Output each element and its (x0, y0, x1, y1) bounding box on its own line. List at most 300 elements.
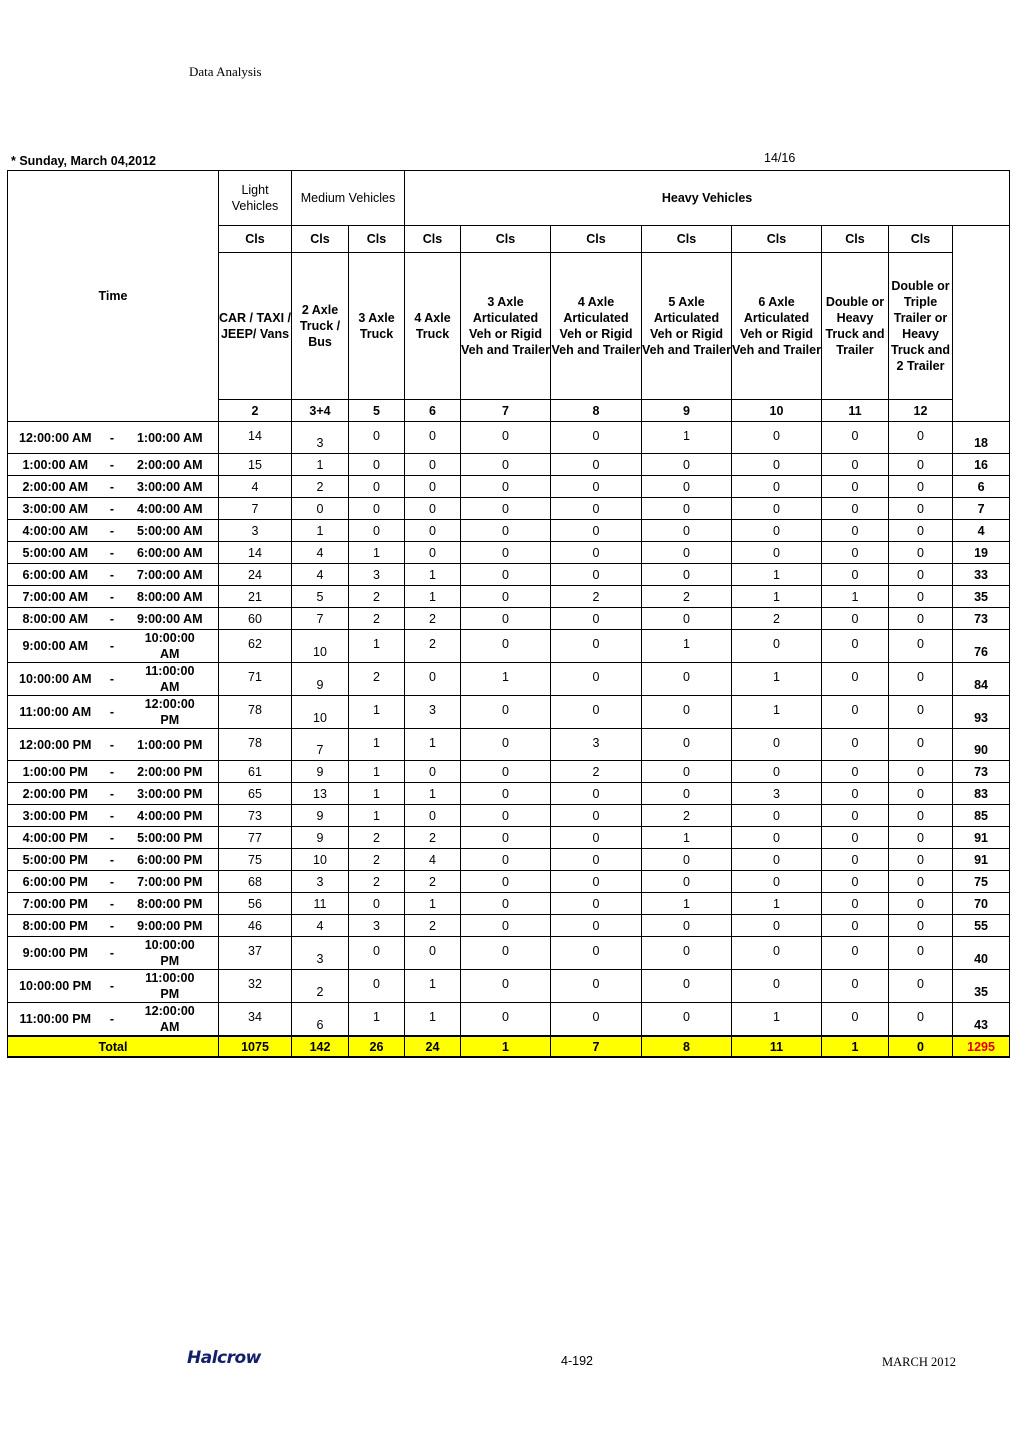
count-cell: 0 (889, 498, 953, 520)
count-cell: 1 (642, 827, 732, 849)
row-total: 55 (953, 915, 1010, 937)
count-cell: 1 (349, 761, 405, 783)
row-total: 73 (953, 761, 1010, 783)
time-from: 3:00:00 PM (8, 805, 103, 827)
time-from: 9:00:00 AM (8, 630, 103, 663)
count-cell: 0 (551, 422, 642, 454)
count-cell: 2 (551, 586, 642, 608)
count-cell: 0 (732, 970, 822, 1003)
count-cell: 9 (292, 805, 349, 827)
count-cell: 0 (889, 542, 953, 564)
table-row (8, 970, 1010, 1003)
count-cell: 0 (551, 608, 642, 630)
count-cell: 0 (889, 608, 953, 630)
count-cell: 0 (889, 422, 953, 454)
count-cell: 2 (405, 608, 461, 630)
time-to: 7:00:00 AM (122, 564, 219, 586)
count-cell: 0 (461, 729, 551, 761)
vehicle-class-code: 7 (461, 400, 551, 422)
count-cell: 0 (822, 827, 889, 849)
vehicle-class-code: 9 (642, 400, 732, 422)
table-row (8, 454, 1010, 476)
vehicle-class-code: 10 (732, 400, 822, 422)
count-cell: 0 (889, 729, 953, 761)
count-cell: 0 (642, 542, 732, 564)
table-row (8, 805, 1010, 827)
time-to: 6:00:00 AM (122, 542, 219, 564)
grand-total: 1295 (953, 1036, 1010, 1057)
count-cell: 0 (461, 696, 551, 729)
count-cell: 0 (642, 729, 732, 761)
count-cell: 1 (405, 586, 461, 608)
count-cell: 0 (822, 663, 889, 696)
count-cell: 0 (461, 827, 551, 849)
time-separator: - (103, 970, 122, 1003)
time-to: 3:00:00 AM (122, 476, 219, 498)
column-total: 7 (551, 1036, 642, 1057)
count-cell: 2 (349, 608, 405, 630)
count-cell: 0 (889, 871, 953, 893)
row-total: 35 (953, 970, 1010, 1003)
time-from: 3:00:00 AM (8, 498, 103, 520)
row-total: 33 (953, 564, 1010, 586)
count-cell: 2 (732, 608, 822, 630)
table-row (8, 630, 1010, 663)
count-cell: 0 (889, 696, 953, 729)
count-cell: 0 (461, 608, 551, 630)
count-cell: 0 (642, 564, 732, 586)
time-to: 2:00:00 PM (122, 761, 219, 783)
time-from: 2:00:00 PM (8, 783, 103, 805)
row-total: 18 (953, 422, 1010, 454)
time-separator: - (103, 783, 122, 805)
table-row (8, 542, 1010, 564)
count-cell: 78 (219, 696, 292, 729)
count-cell: 1 (405, 970, 461, 1003)
count-cell: 1 (461, 663, 551, 696)
count-cell: 0 (889, 827, 953, 849)
cls-label: Cls (461, 226, 551, 253)
time-from: 5:00:00 PM (8, 849, 103, 871)
time-separator: - (103, 827, 122, 849)
time-from: 12:00:00 PM (8, 729, 103, 761)
count-cell: 3 (292, 871, 349, 893)
count-cell: 0 (405, 422, 461, 454)
vehicle-class-code: 2 (219, 400, 292, 422)
count-cell: 65 (219, 783, 292, 805)
count-cell: 0 (889, 970, 953, 1003)
count-cell: 5 (292, 586, 349, 608)
count-cell: 7 (292, 729, 349, 761)
count-cell: 0 (822, 783, 889, 805)
time-from: 5:00:00 AM (8, 542, 103, 564)
count-cell: 56 (219, 893, 292, 915)
count-cell: 1 (642, 422, 732, 454)
table-row (8, 761, 1010, 783)
row-total: 91 (953, 827, 1010, 849)
cls-label: Cls (292, 226, 349, 253)
count-cell: 0 (551, 564, 642, 586)
row-total: 73 (953, 608, 1010, 630)
count-cell: 0 (822, 871, 889, 893)
count-cell: 0 (642, 871, 732, 893)
count-cell: 9 (292, 663, 349, 696)
count-cell: 0 (822, 970, 889, 1003)
count-cell: 0 (732, 422, 822, 454)
time-separator: - (103, 564, 122, 586)
row-total: 93 (953, 696, 1010, 729)
time-to: 6:00:00 PM (122, 849, 219, 871)
count-cell: 0 (461, 970, 551, 1003)
count-cell: 3 (349, 915, 405, 937)
count-cell: 0 (551, 1003, 642, 1037)
count-cell: 1 (349, 1003, 405, 1037)
count-cell: 61 (219, 761, 292, 783)
count-cell: 1 (292, 520, 349, 542)
table-row (8, 476, 1010, 498)
time-to: 11:00:00 AM (122, 663, 219, 696)
time-from: 6:00:00 AM (8, 564, 103, 586)
count-cell: 32 (219, 970, 292, 1003)
time-separator: - (103, 608, 122, 630)
count-cell: 2 (642, 805, 732, 827)
count-cell: 0 (822, 729, 889, 761)
time-to: 5:00:00 AM (122, 520, 219, 542)
table-row (8, 498, 1010, 520)
cls-label: Cls (405, 226, 461, 253)
count-cell: 0 (642, 1003, 732, 1037)
column-total: 11 (732, 1036, 822, 1057)
vehicle-class-code: 12 (889, 400, 953, 422)
row-total: 70 (953, 893, 1010, 915)
table-row (8, 663, 1010, 696)
count-cell: 0 (889, 454, 953, 476)
count-cell: 0 (349, 454, 405, 476)
vehicle-class-desc: 2 Axle Truck / Bus (292, 253, 349, 400)
document-title: Data Analysis (189, 64, 262, 79)
time-to: 10:00:00 PM (122, 937, 219, 970)
count-cell: 2 (551, 761, 642, 783)
count-cell: 0 (405, 663, 461, 696)
count-cell: 0 (461, 805, 551, 827)
count-cell: 10 (292, 630, 349, 663)
count-cell: 0 (732, 542, 822, 564)
time-separator: - (103, 663, 122, 696)
time-separator: - (103, 937, 122, 970)
count-cell: 4 (292, 915, 349, 937)
count-cell: 0 (349, 498, 405, 520)
count-cell: 1 (822, 586, 889, 608)
count-cell: 0 (349, 476, 405, 498)
count-cell: 78 (219, 729, 292, 761)
count-cell: 7 (292, 608, 349, 630)
count-cell: 0 (822, 520, 889, 542)
count-cell: 71 (219, 663, 292, 696)
count-cell: 1 (405, 729, 461, 761)
count-cell: 0 (349, 937, 405, 970)
count-cell: 0 (889, 761, 953, 783)
count-cell: 2 (405, 630, 461, 663)
count-cell: 0 (349, 422, 405, 454)
count-cell: 1 (349, 696, 405, 729)
totals-label: Total (8, 1036, 219, 1057)
time-separator: - (103, 520, 122, 542)
count-cell: 0 (405, 542, 461, 564)
time-from: 7:00:00 AM (8, 586, 103, 608)
count-cell: 0 (889, 783, 953, 805)
count-cell: 1 (642, 893, 732, 915)
count-cell: 0 (732, 476, 822, 498)
count-cell: 0 (551, 630, 642, 663)
heavy-vehicles-header: Heavy Vehicles (405, 171, 1010, 226)
row-total: 83 (953, 783, 1010, 805)
time-separator: - (103, 542, 122, 564)
count-cell: 0 (642, 454, 732, 476)
row-total: 91 (953, 849, 1010, 871)
count-cell: 0 (405, 761, 461, 783)
count-cell: 0 (642, 696, 732, 729)
time-to: 12:00:00 PM (122, 696, 219, 729)
count-cell: 0 (732, 849, 822, 871)
row-total: 19 (953, 542, 1010, 564)
count-cell: 0 (822, 761, 889, 783)
time-from: 1:00:00 PM (8, 761, 103, 783)
count-cell: 34 (219, 1003, 292, 1037)
time-to: 1:00:00 AM (122, 422, 219, 454)
count-cell: 3 (292, 422, 349, 454)
cls-label: Cls (889, 226, 953, 253)
count-cell: 1 (405, 783, 461, 805)
count-cell: 1 (405, 893, 461, 915)
table-row (8, 827, 1010, 849)
count-cell: 2 (292, 476, 349, 498)
count-cell: 0 (889, 805, 953, 827)
row-total: 6 (953, 476, 1010, 498)
count-cell: 0 (551, 454, 642, 476)
count-cell: 68 (219, 871, 292, 893)
report-date: * Sunday, March 04,2012 (11, 154, 156, 168)
count-cell: 0 (461, 915, 551, 937)
count-cell: 1 (732, 1003, 822, 1037)
table-row (8, 729, 1010, 761)
count-cell: 0 (461, 542, 551, 564)
time-to: 1:00:00 PM (122, 729, 219, 761)
count-cell: 0 (551, 542, 642, 564)
cls-label: Cls (732, 226, 822, 253)
count-cell: 0 (642, 498, 732, 520)
count-cell: 4 (292, 542, 349, 564)
count-cell: 21 (219, 586, 292, 608)
count-cell: 0 (732, 498, 822, 520)
count-cell: 0 (732, 827, 822, 849)
time-separator: - (103, 1003, 122, 1037)
count-cell: 0 (461, 454, 551, 476)
time-from: 10:00:00 AM (8, 663, 103, 696)
count-cell: 1 (405, 564, 461, 586)
count-cell: 10 (292, 849, 349, 871)
table-row (8, 871, 1010, 893)
table-row (8, 520, 1010, 542)
count-cell: 0 (732, 915, 822, 937)
page-number: 4-192 (561, 1354, 593, 1368)
count-cell: 0 (461, 422, 551, 454)
count-cell: 1 (405, 1003, 461, 1037)
count-cell: 15 (219, 454, 292, 476)
vehicle-class-code: 11 (822, 400, 889, 422)
count-cell: 0 (822, 915, 889, 937)
count-cell: 0 (461, 564, 551, 586)
count-cell: 0 (551, 849, 642, 871)
time-header: Time (8, 171, 219, 422)
count-cell: 2 (349, 663, 405, 696)
row-total: 75 (953, 871, 1010, 893)
count-cell: 62 (219, 630, 292, 663)
count-cell: 0 (551, 663, 642, 696)
light-vehicles-header: Light Vehicles (219, 171, 292, 226)
count-cell: 0 (551, 915, 642, 937)
count-cell: 75 (219, 849, 292, 871)
count-cell: 0 (642, 849, 732, 871)
vehicle-class-desc: Double or Heavy Truck and Trailer (822, 253, 889, 400)
count-cell: 1 (732, 893, 822, 915)
count-cell: 0 (461, 937, 551, 970)
count-cell: 0 (405, 520, 461, 542)
row-total: 90 (953, 729, 1010, 761)
count-cell: 46 (219, 915, 292, 937)
count-cell: 0 (822, 608, 889, 630)
count-cell: 0 (642, 520, 732, 542)
count-cell: 37 (219, 937, 292, 970)
time-separator: - (103, 476, 122, 498)
count-cell: 1 (642, 630, 732, 663)
count-cell: 2 (405, 827, 461, 849)
table-row (8, 915, 1010, 937)
count-cell: 0 (405, 805, 461, 827)
row-total: 40 (953, 937, 1010, 970)
page-fraction: 14/16 (764, 151, 796, 165)
vehicle-class-desc: 3 Axle Articulated Veh or Rigid Veh and Trailer (461, 253, 551, 400)
count-cell: 3 (349, 564, 405, 586)
count-cell: 0 (822, 937, 889, 970)
count-cell: 0 (349, 970, 405, 1003)
count-cell: 0 (732, 937, 822, 970)
count-cell: 4 (219, 476, 292, 498)
count-cell: 0 (889, 849, 953, 871)
time-separator: - (103, 586, 122, 608)
time-to: 10:00:00 AM (122, 630, 219, 663)
count-cell: 0 (461, 761, 551, 783)
time-to: 12:00:00 AM (122, 1003, 219, 1037)
count-cell: 1 (349, 783, 405, 805)
time-from: 12:00:00 AM (8, 422, 103, 454)
count-cell: 1 (732, 696, 822, 729)
totals-row (8, 1036, 1010, 1057)
row-total: 76 (953, 630, 1010, 663)
cls-label: Cls (642, 226, 732, 253)
table-row (8, 893, 1010, 915)
count-cell: 2 (405, 871, 461, 893)
time-to: 8:00:00 AM (122, 586, 219, 608)
vehicle-class-desc: 4 Axle Articulated Veh or Rigid Veh and Trailer (551, 253, 642, 400)
count-cell: 1 (732, 586, 822, 608)
count-cell: 0 (405, 937, 461, 970)
count-cell: 0 (642, 476, 732, 498)
count-cell: 0 (889, 893, 953, 915)
count-cell: 0 (822, 893, 889, 915)
count-cell: 0 (732, 871, 822, 893)
count-cell: 0 (461, 849, 551, 871)
time-from: 11:00:00 PM (8, 1003, 103, 1037)
cls-label: Cls (349, 226, 405, 253)
count-cell: 0 (405, 476, 461, 498)
count-cell: 0 (889, 586, 953, 608)
count-cell: 3 (551, 729, 642, 761)
count-cell: 0 (822, 805, 889, 827)
row-total: 4 (953, 520, 1010, 542)
time-separator: - (103, 729, 122, 761)
count-cell: 73 (219, 805, 292, 827)
count-cell: 0 (889, 915, 953, 937)
time-from: 1:00:00 AM (8, 454, 103, 476)
row-total: 84 (953, 663, 1010, 696)
count-cell: 0 (642, 663, 732, 696)
table-row (8, 849, 1010, 871)
count-cell: 0 (551, 871, 642, 893)
cls-label: Cls (219, 226, 292, 253)
count-cell: 11 (292, 893, 349, 915)
table-row (8, 422, 1010, 454)
time-to: 2:00:00 AM (122, 454, 219, 476)
count-cell: 1 (349, 542, 405, 564)
count-cell: 0 (732, 630, 822, 663)
count-cell: 0 (551, 498, 642, 520)
time-from: 4:00:00 AM (8, 520, 103, 542)
count-cell: 0 (732, 761, 822, 783)
count-cell: 0 (642, 783, 732, 805)
vehicle-class-code: 8 (551, 400, 642, 422)
count-cell: 0 (461, 630, 551, 663)
time-from: 8:00:00 AM (8, 608, 103, 630)
count-cell: 0 (889, 1003, 953, 1037)
vehicle-class-desc: Double or Triple Trailer or Heavy Truck and 2 Trailer (889, 253, 953, 400)
table-row (8, 1003, 1010, 1037)
time-separator: - (103, 422, 122, 454)
time-to: 3:00:00 PM (122, 783, 219, 805)
vehicle-class-desc: 3 Axle Truck (349, 253, 405, 400)
time-separator: - (103, 805, 122, 827)
halcrow-logo: Halcrow (187, 1348, 261, 1368)
table-row (8, 586, 1010, 608)
column-total: 1075 (219, 1036, 292, 1057)
count-cell: 0 (889, 476, 953, 498)
count-cell: 7 (219, 498, 292, 520)
count-cell: 2 (349, 871, 405, 893)
count-cell: 2 (292, 970, 349, 1003)
count-cell: 3 (292, 937, 349, 970)
vehicle-class-desc: 4 Axle Truck (405, 253, 461, 400)
row-total: 7 (953, 498, 1010, 520)
count-cell: 0 (642, 761, 732, 783)
column-total: 142 (292, 1036, 349, 1057)
time-separator: - (103, 893, 122, 915)
count-cell: 24 (219, 564, 292, 586)
time-separator: - (103, 871, 122, 893)
count-cell: 4 (292, 564, 349, 586)
count-cell: 0 (732, 729, 822, 761)
count-cell: 0 (461, 783, 551, 805)
count-cell: 0 (642, 937, 732, 970)
table-row (8, 564, 1010, 586)
